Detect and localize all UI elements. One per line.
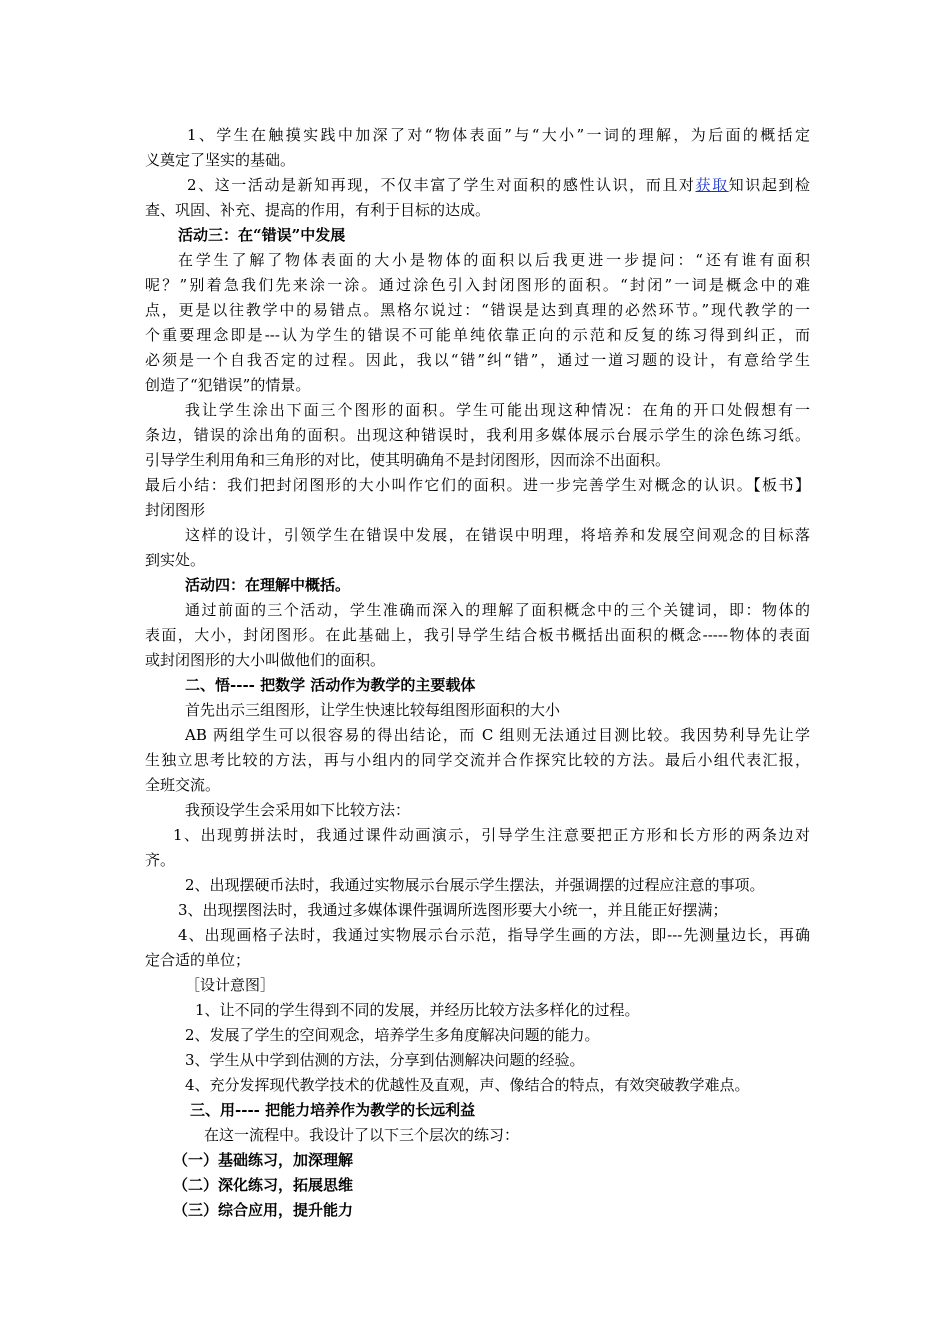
paragraph-line: 到实处。 [145,551,206,569]
paragraph-line: 生独立思考比较的方法，再与小组内的同学交流并合作探究比较的方法。最后小组代表汇报， [145,751,810,769]
heading-section-2: 二、悟---- 把数学 活动作为教学的主要载体 [185,676,476,694]
link-huoqu[interactable]: 获取 [695,176,729,194]
paragraph-line: 我预设学生会采用如下比较方法： [185,801,411,819]
text-segment: 2、这一活动是新知再现，不仅丰富了学生对面积的感性认识，而且对 [187,176,696,194]
design-intent-item: 1、让不同的学生得到不同的发展，并经历比较方法多样化的过程。 [195,1001,640,1019]
paragraph-line: 我让学生涂出下面三个图形的面积。学生可能出现这种情况：在角的开口处假想有一 [185,401,810,419]
heading-section-3: 三、用---- 把能力培养作为教学的长远利益 [190,1101,476,1119]
document-body [145,123,810,1223]
design-intent-item: 2、发展了学生的空间观念，培养学生多角度解决问题的能力。 [185,1026,600,1044]
paragraph-line: 这样的设计，引领学生在错误中发展，在错误中明理，将培养和发展空间观念的目标落 [185,526,810,544]
exercise-level-2: （二）深化练习，拓展思维 [173,1176,354,1194]
heading-activity-4: 活动四：在理解中概括。 [185,576,351,594]
method-item-cont: 齐。 [145,851,176,869]
paragraph-line: 点，更是以往教学中的易错点。黑格尔说过：“错误是达到真理的必然环节。”现代教学的一 [145,301,810,319]
design-intent-item: 4、充分发挥现代教学技术的优越性及直观，声、像结合的特点，有效突破教学难点。 [185,1076,750,1094]
paragraph-line: 通过前面的三个活动，学生准确而深入的理解了面积概念中的三个关键词，即：物体的 [185,601,810,619]
paragraph-line: 必须是一个自我否定的过程。因此，我以“错”纠“错”，通过一道习题的设计，有意给学生 [145,351,810,369]
paragraph-line: 义奠定了坚实的基础。 [145,151,296,169]
heading-activity-3: 活动三：在“错误”中发展 [178,226,346,244]
method-item-cont: 定合适的单位； [145,951,251,969]
paragraph-line: 表面，大小，封闭图形。在此基础上，我引导学生结合板书概括出面积的概念-----物体的表面 [145,626,810,644]
exercise-level-3: （三）综合应用，提升能力 [173,1201,354,1219]
paragraph-line: 查、巩固、补充、提高的作用，有利于目标的达成。 [145,201,491,219]
paragraph-line: 呢？”别着急我们先来涂一涂。通过涂色引入封闭图形的面积。“封闭”一词是概念中的难 [145,276,810,294]
paragraph-line: 最后小结：我们把封闭图形的大小叫作它们的面积。进一步完善学生对概念的认识。【板书】 [145,476,810,494]
method-item: 4、出现画格子法时，我通过实物展示台示范，指导学生画的方法，即---先测量边长，再确 [178,926,810,944]
paragraph-line [145,173,810,198]
paragraph-line: 1、学生在触摸实践中加深了对“物体表面”与“大小”一词的理解，为后面的概括定 [187,126,810,144]
design-intent-title: ［设计意图］ [185,976,276,994]
paragraph-line: 创造了“犯错误”的情景。 [145,376,311,394]
text-segment: 知识起到检 [728,176,810,194]
method-item: 2、出现摆硬币法时，我通过实物展示台展示学生摆法，并强调摆的过程应注意的事项。 [185,876,765,894]
design-intent-item: 3、学生从中学到估测的方法，分享到估测解决问题的经验。 [185,1051,585,1069]
paragraph-line: 在学生了解了物体表面的大小是物体的面积以后我更进一步提问：“还有谁有面积 [178,251,810,269]
paragraph-line: 封闭图形 [145,501,206,519]
paragraph-line: AB 两组学生可以很容易的得出结论，而 C 组则无法通过目测比较。我因势利导先让学 [185,726,810,744]
method-item: 1、出现剪拼法时，我通过课件动画演示，引导学生注意要把正方形和长方形的两条边对 [173,826,810,844]
paragraph-line: 条边，错误的涂出角的面积。出现这种错误时，我利用多媒体展示台展示学生的涂色练习纸。 [145,426,810,444]
paragraph-line: 全班交流。 [145,776,221,794]
paragraph-line: 引导学生利用角和三角形的对比，使其明确角不是封闭图形，因而涂不出面积。 [145,451,671,469]
paragraph-line: 个重要理念即是---认为学生的错误不可能单纯依靠正向的示范和反复的练习得到纠正，而 [145,326,810,344]
exercise-level-1: （一）基础练习，加深理解 [173,1151,354,1169]
method-item: 3、出现摆图法时，我通过多媒体课件强调所选图形要大小统一，并且能正好摆满； [178,901,728,919]
paragraph-line: 或封闭图形的大小叫做他们的面积。 [145,651,386,669]
paragraph-line: 在这一流程中。我设计了以下三个层次的练习： [204,1126,520,1144]
paragraph-line: 首先出示三组图形，让学生快速比较每组图形面积的大小 [185,701,561,719]
